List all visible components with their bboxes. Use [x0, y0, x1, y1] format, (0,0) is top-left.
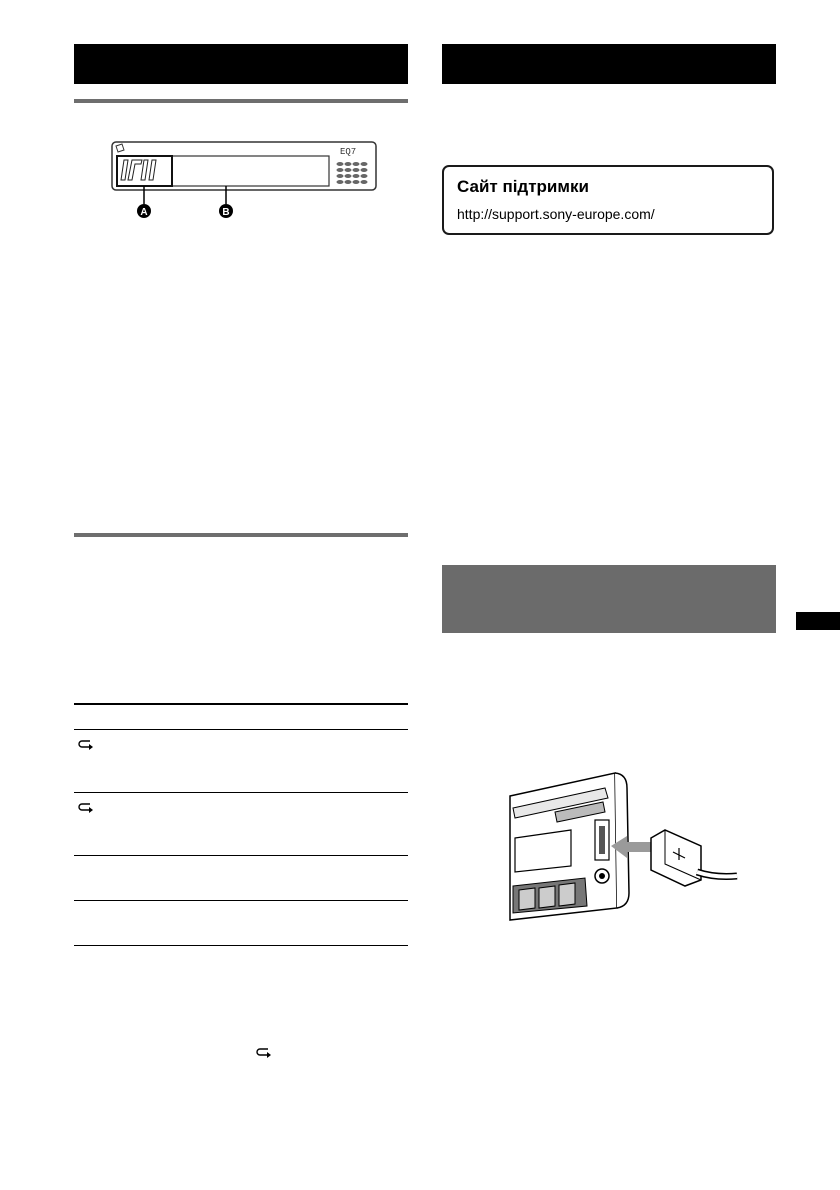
- repeat-icon: [78, 801, 96, 817]
- support-url[interactable]: http://support.sony-europe.com/: [457, 206, 655, 222]
- table-header-rule: [74, 729, 408, 730]
- usb-connection-illustration: [505, 768, 740, 923]
- left-header-bar: [74, 44, 408, 84]
- display-illustration: [108, 138, 380, 228]
- left-section-rule-2: [74, 533, 408, 537]
- table-row-rule-1: [74, 792, 408, 793]
- callout-a: A: [140, 207, 148, 218]
- section-banner: [442, 565, 776, 633]
- left-section-rule-1: [74, 99, 408, 103]
- support-box: [442, 165, 774, 235]
- callout-b: B: [222, 207, 230, 218]
- table-top-rule: [74, 703, 408, 705]
- repeat-icon: [256, 1046, 274, 1062]
- language-side-tab: [796, 612, 840, 630]
- repeat-icon: [78, 738, 96, 754]
- support-title: Сайт підтримки: [457, 177, 589, 196]
- display-eq-label: EQ7: [340, 147, 357, 157]
- right-header-bar: [442, 44, 776, 84]
- table-row-rule-2: [74, 855, 408, 856]
- table-row-rule-3: [74, 900, 408, 901]
- table-bottom-rule: [74, 945, 408, 946]
